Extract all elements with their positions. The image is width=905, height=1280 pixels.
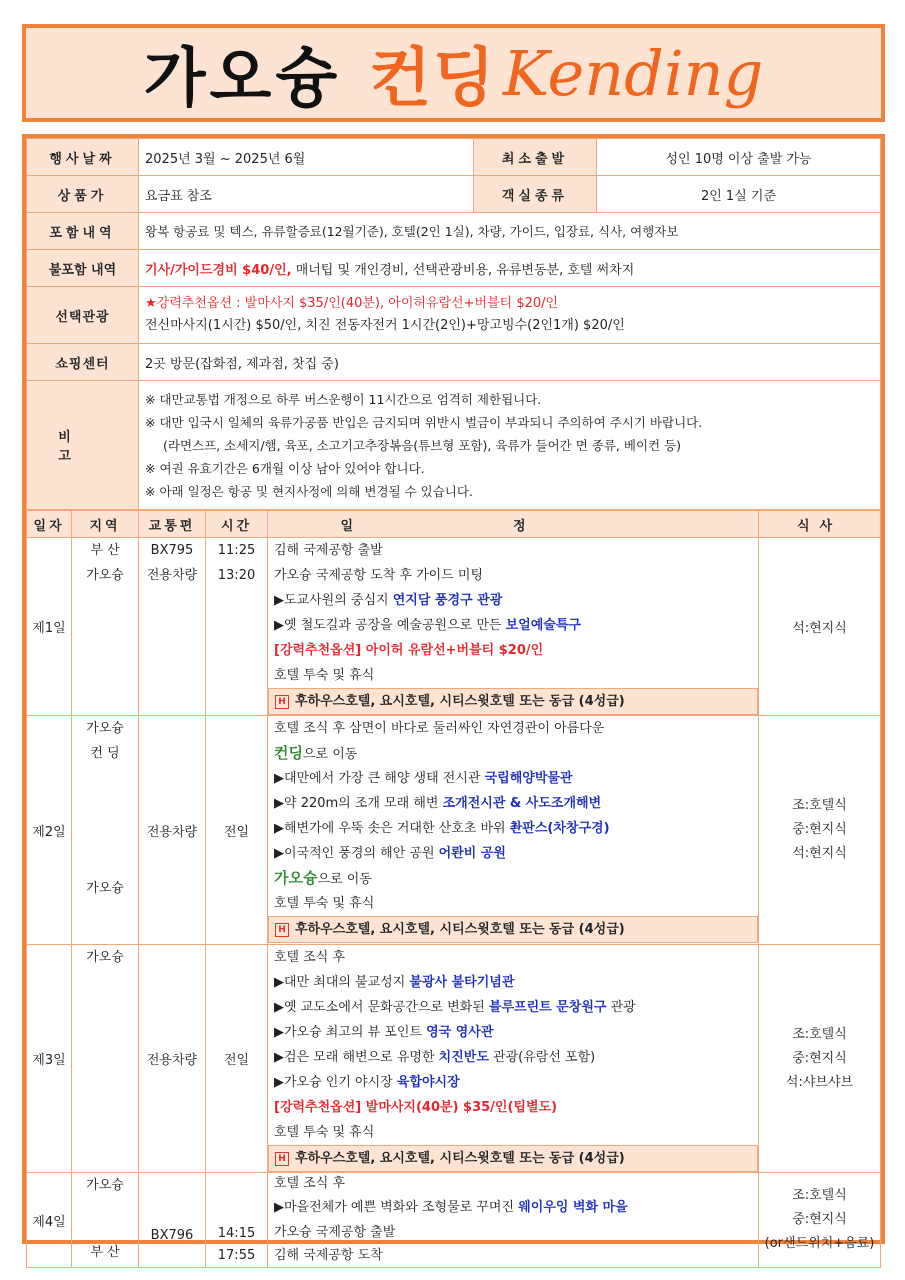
opt-line-2: 전신마사지(1시간) $50/인, 치진 전동자전거 1시간(2인)+망고빙수(2인1개) $20/인	[145, 318, 625, 333]
date-value: 2025년 3월 ~ 2025년 6월	[139, 139, 474, 176]
sched-line	[274, 613, 752, 638]
incl-label: 포함내역	[27, 213, 139, 250]
price-value: 요금표 참조	[139, 176, 474, 213]
meal: 조:호텔식	[792, 1188, 847, 1203]
title-kending-ko: 컨딩	[369, 42, 497, 116]
header-day: 일자	[27, 511, 72, 538]
sched-line	[274, 866, 752, 891]
sched-text: ▶해변가에 우뚝 솟은 거대한 산호초 바위	[274, 821, 510, 836]
day-label: 제4일	[27, 1173, 72, 1268]
day-meals	[759, 945, 881, 1173]
sched-highlight: 불광사 불타기념관	[409, 975, 515, 990]
sched-text: ▶대만 최대의 불교성지	[274, 975, 410, 990]
sched-line: 김해 국제공항 도착	[274, 1248, 383, 1263]
hotel-line	[268, 916, 758, 943]
opt-line-1: ★강력추천옵션 : 발마사지 $35/인(40분), 아이허유람선+버블티 $20/인	[145, 296, 559, 311]
sched-line	[274, 1070, 752, 1095]
sched-line	[274, 841, 752, 866]
sched-line: 호텔 투숙 및 휴식	[274, 1125, 375, 1140]
sched-line	[274, 588, 752, 613]
excl-red: 기사/가이드경비 $40/인,	[145, 262, 292, 278]
hotel-line	[268, 1145, 758, 1172]
sched-text: 으로 이동	[317, 872, 372, 887]
place: 가오슝	[86, 721, 124, 736]
sched-line: 호텔 투숙 및 휴식	[274, 896, 375, 911]
day-places	[72, 945, 139, 1173]
title-banner	[22, 24, 885, 122]
excl-rest: 매너팁 및 개인경비, 선택관광비용, 유류변동분, 호텔 써차지	[291, 262, 635, 278]
sched-highlight: 웨이우잉 벽화 마을	[518, 1200, 628, 1215]
meal: 조:호텔식	[792, 1026, 847, 1042]
sched-line	[274, 1045, 752, 1070]
sched-line: 가오슝 국제공항 도착 후 가이드 미팅	[274, 568, 484, 583]
opt-value	[139, 287, 881, 344]
day-schedule	[268, 538, 759, 716]
min-label: 최소출발	[474, 139, 597, 176]
sched-text: 으로 이동	[302, 747, 358, 762]
sched-highlight: 블루프린트 문창원구	[488, 1000, 607, 1015]
sched-highlight: 연지담 풍경구 관광	[392, 593, 503, 608]
day-places	[72, 538, 139, 716]
day-meals	[759, 538, 881, 716]
sched-place: 가오슝	[274, 869, 318, 887]
day-trans	[139, 538, 206, 716]
room-value: 2인 1실 기준	[597, 176, 881, 213]
sched-line	[274, 970, 752, 995]
schedule-table	[26, 510, 881, 1268]
sched-option: [강력추천옵션] 아이허 유람선+버블티 $20/인	[274, 643, 544, 658]
sched-highlight: 국립해양박물관	[484, 771, 573, 786]
sched-text: ▶옛 철도길과 공장을 예술공원으로 만든	[274, 618, 506, 633]
day-places	[72, 1173, 139, 1268]
day-schedule	[268, 716, 759, 945]
price-label: 상품가	[27, 176, 139, 213]
sched-line	[274, 816, 752, 841]
sched-text: ▶옛 교도소에서 문화공간으로 변화된	[274, 1000, 489, 1015]
sched-text: ▶가오슝 인기 야시장	[274, 1075, 397, 1090]
sched-highlight: 육합야시장	[396, 1075, 460, 1090]
place: 가오슝	[86, 950, 124, 965]
sched-text: ▶도교사원의 중심지	[274, 593, 393, 608]
sched-text: ▶약 220m의 조개 모래 해변	[274, 796, 443, 811]
sched-highlight: 영국 영사관	[426, 1025, 494, 1040]
sched-highlight: 조개전시관 & 사도조개해변	[442, 796, 602, 811]
hotel-icon: H	[275, 1152, 289, 1166]
sched-text: ▶검은 모래 해변으로 유명한	[274, 1050, 439, 1065]
place: 부 산	[90, 1245, 120, 1260]
itinerary-frame	[22, 134, 885, 1263]
hotel-icon: H	[275, 923, 289, 937]
day-label: 제1일	[27, 538, 72, 716]
flight: BX796	[150, 1228, 194, 1243]
sched-highlight: 치진반도	[438, 1050, 489, 1065]
day-label: 제3일	[27, 945, 72, 1173]
header-time: 시간	[206, 511, 268, 538]
place: 가오슝	[86, 568, 124, 583]
place: 부 산	[90, 543, 120, 558]
flight: BX795	[150, 543, 194, 558]
sched-line: 호텔 조식 후	[274, 1176, 346, 1191]
excl-value	[139, 250, 881, 287]
incl-value: 왕복 항공료 및 텍스, 유류할증료(12월기준), 호텔(2인 1실), 차량, 가이드, 입장료, 식사, 여행자보	[139, 213, 881, 250]
sched-highlight: 촨판스(차창구경)	[509, 821, 610, 836]
sched-place: 컨딩	[274, 744, 303, 762]
title-korean: 가오슝	[143, 42, 342, 116]
sched-line	[274, 741, 752, 766]
day-schedule	[268, 1173, 759, 1268]
note-line: (라면스프, 소세지/햄, 육포, 소고기고추장볶음(튜브형 포함), 육류가 들어간 면 종류, 베이컨 등)	[163, 437, 682, 453]
meal: (or샌드위치+음료)	[764, 1236, 875, 1251]
notes-value	[139, 381, 881, 510]
header-meal: 식사	[759, 511, 881, 538]
day-label: 제2일	[27, 716, 72, 945]
time: 11:25	[217, 543, 256, 558]
day-trans: 전용차량	[139, 945, 206, 1173]
sched-text: 관광(유람선 포함)	[488, 1050, 596, 1065]
sched-line: 호텔 조식 후 삼면이 바다로 둘러싸인 자연경관이 아름다운	[274, 721, 605, 736]
sched-line	[274, 995, 752, 1020]
day-time: 전일	[206, 945, 268, 1173]
day-meals	[759, 716, 881, 945]
meal: 석:현지식	[792, 846, 847, 861]
note-line: ※ 아래 일정은 항공 및 현지사정에 의해 변경될 수 있습니다.	[145, 483, 473, 499]
hotel-text: 후하우스호텔, 요시호텔, 시티스윗호텔 또는 동급 (4성급)	[295, 922, 625, 937]
meal: 중:현지식	[792, 822, 847, 837]
meal: 조:호텔식	[792, 798, 847, 813]
shop-value: 2곳 방문(잡화점, 제과점, 찻집 중)	[139, 344, 881, 381]
sched-text: ▶이국적인 풍경의 해안 공원	[274, 846, 439, 861]
excl-label: 불포함 내역	[27, 250, 139, 287]
day-meals	[759, 1173, 881, 1268]
sched-line: 김해 국제공항 출발	[274, 543, 383, 558]
meal: 석:현지식	[792, 621, 847, 636]
day-trans	[139, 1173, 206, 1268]
hotel-icon: H	[275, 695, 289, 709]
day-trans: 전용차량	[139, 716, 206, 945]
header-place: 지역	[72, 511, 139, 538]
shop-label: 쇼핑센터	[27, 344, 139, 381]
place: 가오슝	[86, 1178, 124, 1193]
sched-text: ▶대만에서 가장 큰 해양 생태 전시관	[274, 771, 485, 786]
sched-option: [강력추천옵션] 발마사지(40분) $35/인(팁별도)	[274, 1100, 558, 1115]
sched-line	[274, 1020, 752, 1045]
min-value: 성인 10명 이상 출발 가능	[597, 139, 881, 176]
sched-highlight: 보얼예술특구	[505, 618, 581, 633]
day-places	[72, 716, 139, 945]
note-line: ※ 대만교통법 개정으로 하루 버스운행이 11시간으로 엄격히 제한됩니다.	[145, 391, 542, 407]
date-label: 행사날짜	[27, 139, 139, 176]
sched-text: ▶가오슝 최고의 뷰 포인트	[274, 1025, 427, 1040]
sched-text: ▶마을전체가 예쁜 벽화와 조형물로 꾸며진	[274, 1200, 519, 1215]
day-schedule	[268, 945, 759, 1173]
vehicle: 전용차량	[146, 568, 198, 583]
opt-label: 선택관광	[27, 287, 139, 344]
info-table	[26, 138, 881, 510]
title-kending-en: Kending	[502, 36, 764, 110]
header-trans: 교통편	[139, 511, 206, 538]
day-times	[206, 1173, 268, 1268]
sched-highlight: 어롼비 공원	[438, 846, 506, 861]
sched-line: 호텔 투숙 및 휴식	[274, 668, 375, 683]
time: 17:55	[217, 1248, 256, 1263]
hotel-text: 후하우스호텔, 요시호텔, 시티스윗호텔 또는 동급 (4성급)	[295, 1151, 625, 1166]
sched-line	[274, 1195, 752, 1221]
day-time: 전일	[206, 716, 268, 945]
sched-text: 관광	[606, 1000, 636, 1015]
sched-line: 호텔 조식 후	[274, 950, 346, 965]
meal: 중:현지식	[792, 1212, 847, 1227]
hotel-text: 후하우스호텔, 요시호텔, 시티스윗호텔 또는 동급 (4성급)	[295, 694, 625, 709]
time: 13:20	[217, 568, 256, 583]
sched-line	[274, 766, 752, 791]
meal: 중:현지식	[792, 1050, 847, 1066]
hotel-line	[268, 688, 758, 715]
room-label: 객실종류	[474, 176, 597, 213]
place: 가오슝	[86, 881, 124, 896]
sched-line	[274, 791, 752, 816]
sched-line: 가오슝 국제공항 출발	[274, 1225, 396, 1240]
time: 14:15	[217, 1226, 256, 1241]
place: 컨 딩	[90, 746, 120, 761]
header-schedule: 일정	[268, 511, 759, 538]
note-line: ※ 대만 입국시 일체의 육류가공품 반입은 금지되며 위반시 벌금이 부과되니 주의하여 주시기 바랍니다.	[145, 414, 703, 430]
note-line: ※ 여권 유효기간은 6개월 이상 남아 있어야 합니다.	[145, 460, 425, 476]
day-times	[206, 538, 268, 716]
meal: 석:샤브샤브	[785, 1074, 854, 1090]
note-label: 비 고	[27, 381, 139, 510]
